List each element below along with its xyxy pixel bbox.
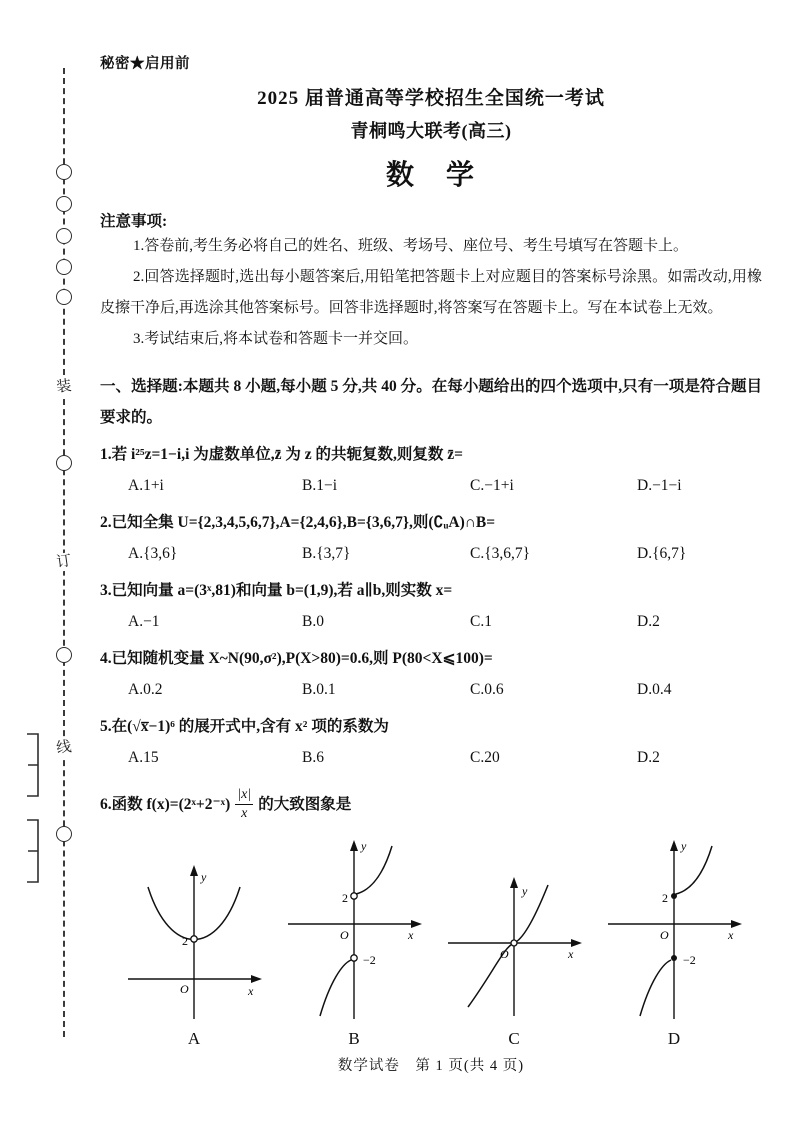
lower-curve bbox=[320, 960, 351, 1016]
filled-point bbox=[671, 955, 677, 961]
notice-heading: 注意事项: bbox=[100, 213, 168, 230]
question-4 bbox=[100, 643, 762, 705]
question-text: 3.已知向量 a=(3ˣ,81)和向量 b=(1,9),若 a∥b,则实数 x= bbox=[100, 582, 453, 599]
figure-c-plot bbox=[444, 871, 584, 1021]
binding-rail bbox=[0, 0, 100, 1123]
exam-title-line2: 青桐鸣大联考(高三) bbox=[350, 121, 512, 141]
lower-curve bbox=[640, 960, 671, 1016]
binding-hole bbox=[56, 196, 72, 212]
binding-hole bbox=[56, 647, 72, 663]
question-6 bbox=[100, 787, 762, 822]
figure-label: C bbox=[508, 1029, 520, 1048]
intercept-label: 2 bbox=[342, 891, 348, 905]
y-axis-arrow bbox=[190, 865, 198, 876]
y-axis-arrow bbox=[670, 840, 678, 851]
notice-item: 2.回答选择题时,选出每小题答案后,用铅笔把答题卡上对应题目的答案标号涂黑。如需改动,用橡皮擦干净后,再选涂其他答案标号。回答非选择题时,将答案写在答题卡上。写在本试卷上无效。 bbox=[100, 269, 762, 316]
x-axis-label: x bbox=[408, 928, 414, 942]
section-heading: 一、选择题:本题共 8 小题,每小题 5 分,共 40 分。在每小题给出的四个选项中,只有一项是符合题目要求的。 bbox=[100, 378, 762, 426]
binding-hole bbox=[56, 289, 72, 305]
fraction bbox=[233, 787, 255, 822]
option-b: B.1−i bbox=[302, 477, 338, 494]
question-6-suffix: 的大致图象是 bbox=[258, 795, 352, 813]
question-1 bbox=[100, 439, 762, 501]
binding-bracket bbox=[25, 732, 41, 798]
origin-label: O bbox=[660, 928, 669, 942]
y-axis-arrow bbox=[350, 840, 358, 851]
question-text: 4.已知随机变量 X~N(90,σ²),P(X>80)=0.6,则 P(80<X⩽100)= bbox=[100, 650, 493, 667]
notice-item: 3.考试结束后,将本试卷和答题卡一并交回。 bbox=[133, 331, 419, 347]
figure-a bbox=[120, 844, 268, 1049]
exam-title-line1: 2025 届普通高等学校招生全国统一考试 bbox=[257, 88, 605, 109]
option-b: B.6 bbox=[302, 749, 324, 766]
binding-label-xian: 线 bbox=[53, 738, 75, 759]
intercept-label: −2 bbox=[683, 953, 696, 967]
options-row bbox=[100, 674, 762, 705]
question-6-prefix: 6.函数 f(x)=(2ˣ+2⁻ˣ) bbox=[100, 795, 231, 813]
x-axis-label: x bbox=[568, 947, 574, 961]
question-2 bbox=[100, 507, 762, 569]
option-a: A.{3,6} bbox=[128, 545, 178, 562]
open-point bbox=[351, 955, 357, 961]
binding-label-zhuang: 装 bbox=[53, 377, 75, 398]
option-a: A.15 bbox=[128, 749, 159, 766]
figure-d bbox=[600, 839, 748, 1049]
y-axis-label: y bbox=[522, 884, 528, 898]
option-a: A.−1 bbox=[128, 613, 160, 630]
binding-hole bbox=[56, 455, 72, 471]
y-axis-label: y bbox=[361, 839, 367, 853]
binding-hole bbox=[56, 259, 72, 275]
option-c: C.0.6 bbox=[470, 681, 504, 698]
binding-hole bbox=[56, 164, 72, 180]
option-d: D.2 bbox=[637, 749, 660, 766]
origin-label: O bbox=[180, 982, 189, 996]
figure-label: B bbox=[348, 1029, 360, 1048]
option-d: D.0.4 bbox=[637, 681, 672, 698]
option-a: A.1+i bbox=[128, 477, 164, 494]
subject-title: 数 学 bbox=[385, 160, 476, 191]
binding-hole bbox=[56, 228, 72, 244]
y-axis-label: y bbox=[681, 839, 687, 853]
figure-a-plot bbox=[124, 861, 264, 1021]
option-d: D.{6,7} bbox=[637, 545, 687, 562]
secret-label: 秘密★启用前 bbox=[100, 56, 190, 72]
origin-label: O bbox=[500, 947, 509, 961]
y-axis-label: y bbox=[201, 870, 207, 884]
fraction-denominator: x bbox=[235, 804, 253, 822]
open-point bbox=[191, 936, 197, 942]
option-b: B.0.1 bbox=[302, 681, 336, 698]
open-point bbox=[511, 940, 517, 946]
question-text: 5.在(√x̅−1)⁶ 的展开式中,含有 x² 项的系数为 bbox=[100, 718, 389, 735]
curve bbox=[468, 885, 548, 1007]
x-axis-arrow bbox=[731, 920, 742, 928]
paper-content bbox=[100, 0, 762, 1049]
upper-curve bbox=[676, 846, 712, 894]
option-c: C.{3,6,7} bbox=[470, 545, 531, 562]
option-b: B.0 bbox=[302, 613, 324, 630]
options-row bbox=[100, 606, 762, 637]
question-text: 2.已知全集 U={2,3,4,5,6,7},A={2,4,6},B={3,6,7},则(∁ᵤA)∩B= bbox=[100, 514, 496, 531]
option-c: C.1 bbox=[470, 613, 492, 630]
page-footer: 数学试卷 第 1 页(共 4 页) bbox=[337, 1058, 525, 1074]
notice-section bbox=[100, 209, 762, 355]
filled-point bbox=[671, 893, 677, 899]
x-axis-label: x bbox=[728, 928, 734, 942]
option-a: A.0.2 bbox=[128, 681, 163, 698]
figure-c bbox=[440, 844, 588, 1049]
figure-b bbox=[280, 839, 428, 1049]
y-axis-arrow bbox=[510, 877, 518, 888]
option-d: D.2 bbox=[637, 613, 660, 630]
intercept-label: −2 bbox=[363, 953, 376, 967]
x-axis-label: x bbox=[248, 984, 254, 998]
binding-hole bbox=[56, 826, 72, 842]
x-axis-arrow bbox=[251, 975, 262, 983]
options-row bbox=[100, 538, 762, 569]
upper-curve bbox=[356, 846, 392, 894]
options-row bbox=[100, 742, 762, 773]
notice-item: 1.答卷前,考生务必将自己的姓名、班级、考场号、座位号、考生号填写在答题卡上。 bbox=[133, 238, 689, 254]
figure-label: D bbox=[667, 1029, 681, 1048]
x-axis-arrow bbox=[571, 939, 582, 947]
binding-bracket bbox=[25, 818, 41, 884]
x-axis-arrow bbox=[411, 920, 422, 928]
figure-b-plot bbox=[284, 836, 424, 1021]
intercept-label: 2 bbox=[182, 934, 188, 948]
option-c: C.20 bbox=[470, 749, 500, 766]
binding-label-ding: 订 bbox=[53, 552, 75, 573]
figure-d-plot bbox=[604, 836, 744, 1021]
question-5 bbox=[100, 711, 762, 773]
fraction-numerator: |x| bbox=[237, 787, 252, 802]
option-d: D.−1−i bbox=[637, 477, 682, 494]
question-3 bbox=[100, 575, 762, 637]
question-text: 1.若 i²⁵z=1−i,i 为虚数单位,z̄ 为 z 的共轭复数,则复数 z̄= bbox=[100, 446, 463, 463]
option-b: B.{3,7} bbox=[302, 545, 351, 562]
options-row bbox=[100, 470, 762, 501]
intercept-label: 2 bbox=[662, 891, 668, 905]
figures-row bbox=[100, 839, 762, 1049]
open-point bbox=[351, 893, 357, 899]
origin-label: O bbox=[340, 928, 349, 942]
figure-label: A bbox=[187, 1029, 201, 1048]
option-c: C.−1+i bbox=[470, 477, 514, 494]
